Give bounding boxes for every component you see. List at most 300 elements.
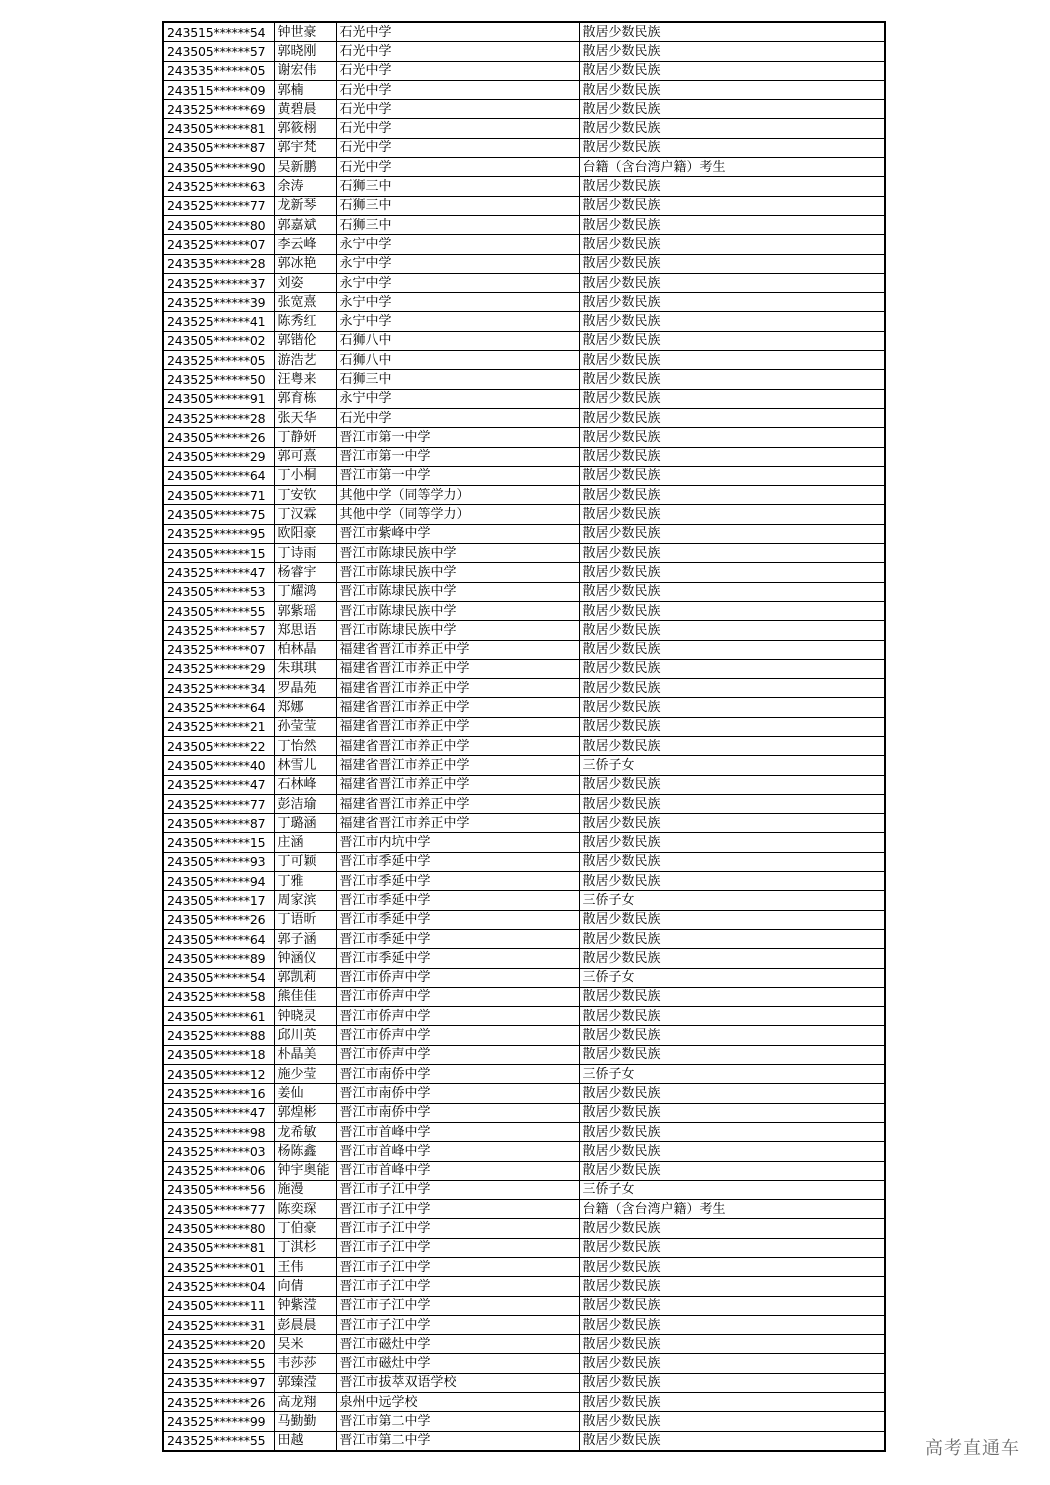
table-row <box>163 312 885 331</box>
category-cell: 散居少数民族 <box>579 370 885 389</box>
category-cell: 散居少数民族 <box>579 254 885 273</box>
name-cell: 汪粤来 <box>274 370 336 389</box>
name-cell: 郭紫瑶 <box>274 601 336 620</box>
exam-id-cell: 243525******88 <box>163 1026 274 1045</box>
exam-id-cell: 243505******91 <box>163 389 274 408</box>
name-cell: 谢宏伟 <box>274 61 336 80</box>
school-cell: 石光中学 <box>336 408 579 427</box>
exam-id-cell: 243525******58 <box>163 987 274 1006</box>
table-row <box>163 1354 885 1373</box>
exam-id-cell: 243525******03 <box>163 1142 274 1161</box>
school-cell: 福建省晋江市养正中学 <box>336 698 579 717</box>
school-cell: 石光中学 <box>336 80 579 99</box>
school-cell: 永宁中学 <box>336 389 579 408</box>
table-row <box>163 1045 885 1064</box>
exam-id-cell: 243525******98 <box>163 1122 274 1141</box>
name-cell: 邱川英 <box>274 1026 336 1045</box>
category-cell: 散居少数民族 <box>579 1219 885 1238</box>
table-row <box>163 1277 885 1296</box>
school-cell: 晋江市侨声中学 <box>336 987 579 1006</box>
school-cell: 石狮三中 <box>336 370 579 389</box>
category-cell: 散居少数民族 <box>579 1238 885 1257</box>
name-cell: 游浩艺 <box>274 351 336 370</box>
exam-id-cell: 243525******29 <box>163 659 274 678</box>
name-cell: 黄碧晨 <box>274 100 336 119</box>
table-row <box>163 1393 885 1412</box>
exam-id-cell: 243525******41 <box>163 312 274 331</box>
exam-id-cell: 243535******05 <box>163 61 274 80</box>
school-cell: 晋江市子江中学 <box>336 1238 579 1257</box>
name-cell: 郭煌彬 <box>274 1103 336 1122</box>
school-cell: 晋江市紫峰中学 <box>336 524 579 543</box>
name-cell: 丁淇杉 <box>274 1238 336 1257</box>
table-row <box>163 1373 885 1392</box>
school-cell: 晋江市子江中学 <box>336 1258 579 1277</box>
table-row <box>163 679 885 698</box>
category-cell: 散居少数民族 <box>579 1007 885 1026</box>
category-cell: 散居少数民族 <box>579 987 885 1006</box>
exam-id-cell: 243505******26 <box>163 428 274 447</box>
exam-id-cell: 243505******26 <box>163 910 274 929</box>
exam-id-cell: 243525******47 <box>163 563 274 582</box>
table-row <box>163 1219 885 1238</box>
table-row <box>163 987 885 1006</box>
exam-id-cell: 243505******64 <box>163 929 274 948</box>
category-cell: 散居少数民族 <box>579 428 885 447</box>
exam-id-cell: 243505******87 <box>163 814 274 833</box>
exam-id-cell: 243515******54 <box>163 22 274 42</box>
table-row <box>163 61 885 80</box>
table-row <box>163 235 885 254</box>
school-cell: 晋江市侨声中学 <box>336 1026 579 1045</box>
table-row <box>163 872 885 891</box>
table-row <box>163 1335 885 1354</box>
category-cell: 散居少数民族 <box>579 1161 885 1180</box>
category-cell: 三侨子女 <box>579 1065 885 1084</box>
table-row <box>163 119 885 138</box>
school-cell: 晋江市第二中学 <box>336 1412 579 1431</box>
table-row <box>163 640 885 659</box>
name-cell: 丁耀鸿 <box>274 582 336 601</box>
category-cell: 散居少数民族 <box>579 312 885 331</box>
school-cell: 晋江市季延中学 <box>336 852 579 871</box>
name-cell: 向倩 <box>274 1277 336 1296</box>
table-row <box>163 717 885 736</box>
table-row <box>163 486 885 505</box>
school-cell: 永宁中学 <box>336 273 579 292</box>
exam-id-cell: 243505******53 <box>163 582 274 601</box>
school-cell: 晋江市子江中学 <box>336 1180 579 1199</box>
table-row <box>163 1065 885 1084</box>
school-cell: 石光中学 <box>336 42 579 61</box>
category-cell: 三侨子女 <box>579 891 885 910</box>
exam-id-cell: 243525******16 <box>163 1084 274 1103</box>
table-row <box>163 698 885 717</box>
school-cell: 石狮三中 <box>336 177 579 196</box>
name-cell: 吴米 <box>274 1335 336 1354</box>
name-cell: 施少莹 <box>274 1065 336 1084</box>
category-cell: 散居少数民族 <box>579 736 885 755</box>
table-row <box>163 621 885 640</box>
exam-id-cell: 243505******93 <box>163 852 274 871</box>
name-cell: 朴晶美 <box>274 1045 336 1064</box>
table-row <box>163 505 885 524</box>
table-row <box>163 1026 885 1045</box>
table-row <box>163 1161 885 1180</box>
table-row <box>163 563 885 582</box>
name-cell: 钟宇奥能 <box>274 1161 336 1180</box>
name-cell: 吴新鹏 <box>274 158 336 177</box>
name-cell: 龙新琴 <box>274 196 336 215</box>
name-cell: 高龙翔 <box>274 1393 336 1412</box>
category-cell: 散居少数民族 <box>579 1393 885 1412</box>
name-cell: 张宽熹 <box>274 293 336 312</box>
name-cell: 杨陈鑫 <box>274 1142 336 1161</box>
exam-id-cell: 243505******54 <box>163 968 274 987</box>
table-row <box>163 1412 885 1431</box>
category-cell: 散居少数民族 <box>579 331 885 350</box>
table-row <box>163 929 885 948</box>
name-cell: 杨睿宇 <box>274 563 336 582</box>
school-cell: 晋江市季延中学 <box>336 949 579 968</box>
school-cell: 晋江市第一中学 <box>336 447 579 466</box>
exam-id-cell: 243505******61 <box>163 1007 274 1026</box>
exam-id-cell: 243525******69 <box>163 100 274 119</box>
name-cell: 林雪儿 <box>274 756 336 775</box>
category-cell: 散居少数民族 <box>579 196 885 215</box>
category-cell: 三侨子女 <box>579 756 885 775</box>
category-cell: 散居少数民族 <box>579 486 885 505</box>
category-cell: 散居少数民族 <box>579 1412 885 1431</box>
school-cell: 晋江市南侨中学 <box>336 1065 579 1084</box>
category-cell: 散居少数民族 <box>579 1026 885 1045</box>
exam-id-cell: 243525******26 <box>163 1393 274 1412</box>
category-cell: 散居少数民族 <box>579 544 885 563</box>
category-cell: 三侨子女 <box>579 968 885 987</box>
school-cell: 福建省晋江市养正中学 <box>336 717 579 736</box>
exam-id-cell: 243505******75 <box>163 505 274 524</box>
exam-id-cell: 243505******15 <box>163 833 274 852</box>
table-row <box>163 601 885 620</box>
name-cell: 丁安钦 <box>274 486 336 505</box>
category-cell: 散居少数民族 <box>579 852 885 871</box>
exam-id-cell: 243525******04 <box>163 1277 274 1296</box>
school-cell: 晋江市第一中学 <box>336 466 579 485</box>
school-cell: 石狮八中 <box>336 331 579 350</box>
exam-id-cell: 243525******77 <box>163 794 274 813</box>
exam-id-cell: 243505******57 <box>163 42 274 61</box>
category-cell: 散居少数民族 <box>579 1373 885 1392</box>
school-cell: 晋江市侨声中学 <box>336 1045 579 1064</box>
school-cell: 永宁中学 <box>336 312 579 331</box>
school-cell: 晋江市第二中学 <box>336 1431 579 1451</box>
table-row <box>163 949 885 968</box>
school-cell: 晋江市首峰中学 <box>336 1142 579 1161</box>
exam-id-cell: 243505******81 <box>163 1238 274 1257</box>
exam-id-cell: 243525******37 <box>163 273 274 292</box>
school-cell: 永宁中学 <box>336 235 579 254</box>
exam-id-cell: 243525******57 <box>163 621 274 640</box>
category-cell: 散居少数民族 <box>579 814 885 833</box>
category-cell: 台籍（含台湾户籍）考生 <box>579 1200 885 1219</box>
name-cell: 郭楠 <box>274 80 336 99</box>
school-cell: 晋江市子江中学 <box>336 1296 579 1315</box>
watermark: 高考直通车 <box>925 1438 1020 1459</box>
category-cell: 散居少数民族 <box>579 1045 885 1064</box>
table-row <box>163 1084 885 1103</box>
category-cell: 散居少数民族 <box>579 138 885 157</box>
name-cell: 陈奕琛 <box>274 1200 336 1219</box>
table-row <box>163 273 885 292</box>
table-row <box>163 582 885 601</box>
exam-id-cell: 243525******07 <box>163 235 274 254</box>
school-cell: 福建省晋江市养正中学 <box>336 659 579 678</box>
category-cell: 散居少数民族 <box>579 42 885 61</box>
table-row <box>163 466 885 485</box>
exam-id-cell: 243505******80 <box>163 215 274 234</box>
name-cell: 周家滨 <box>274 891 336 910</box>
exam-id-cell: 243505******40 <box>163 756 274 775</box>
table-row <box>163 428 885 447</box>
name-cell: 丁伯豪 <box>274 1219 336 1238</box>
school-cell: 晋江市季延中学 <box>336 872 579 891</box>
name-cell: 郭臻滢 <box>274 1373 336 1392</box>
category-cell: 散居少数民族 <box>579 524 885 543</box>
school-cell: 晋江市子江中学 <box>336 1219 579 1238</box>
school-cell: 晋江市拔萃双语学校 <box>336 1373 579 1392</box>
school-cell: 福建省晋江市养正中学 <box>336 679 579 698</box>
category-cell: 散居少数民族 <box>579 177 885 196</box>
table-row <box>163 756 885 775</box>
category-cell: 散居少数民族 <box>579 563 885 582</box>
table-row <box>163 1142 885 1161</box>
exam-id-cell: 243525******06 <box>163 1161 274 1180</box>
student-list-table <box>162 21 886 1452</box>
school-cell: 其他中学（同等学力） <box>336 505 579 524</box>
table-row <box>163 177 885 196</box>
table-row <box>163 891 885 910</box>
name-cell: 龙希敏 <box>274 1122 336 1141</box>
category-cell: 散居少数民族 <box>579 351 885 370</box>
name-cell: 丁小桐 <box>274 466 336 485</box>
school-cell: 泉州中远学校 <box>336 1393 579 1412</box>
exam-id-cell: 243505******56 <box>163 1180 274 1199</box>
school-cell: 石光中学 <box>336 158 579 177</box>
exam-id-cell: 243525******55 <box>163 1354 274 1373</box>
table-row <box>163 736 885 755</box>
exam-id-cell: 243505******47 <box>163 1103 274 1122</box>
exam-id-cell: 243525******55 <box>163 1431 274 1451</box>
category-cell: 散居少数民族 <box>579 466 885 485</box>
name-cell: 郭嘉斌 <box>274 215 336 234</box>
exam-id-cell: 243505******87 <box>163 138 274 157</box>
school-cell: 晋江市首峰中学 <box>336 1122 579 1141</box>
exam-id-cell: 243505******80 <box>163 1219 274 1238</box>
name-cell: 柏林晶 <box>274 640 336 659</box>
exam-id-cell: 243525******63 <box>163 177 274 196</box>
category-cell: 散居少数民族 <box>579 119 885 138</box>
category-cell: 散居少数民族 <box>579 215 885 234</box>
name-cell: 陈秀红 <box>274 312 336 331</box>
name-cell: 李云峰 <box>274 235 336 254</box>
school-cell: 晋江市子江中学 <box>336 1315 579 1334</box>
exam-id-cell: 243505******12 <box>163 1065 274 1084</box>
name-cell: 郭筱栩 <box>274 119 336 138</box>
exam-id-cell: 243525******64 <box>163 698 274 717</box>
category-cell: 散居少数民族 <box>579 1122 885 1141</box>
school-cell: 晋江市陈埭民族中学 <box>336 582 579 601</box>
table-row <box>163 254 885 273</box>
category-cell: 散居少数民族 <box>579 621 885 640</box>
name-cell: 丁雅 <box>274 872 336 891</box>
name-cell: 罗晶苑 <box>274 679 336 698</box>
name-cell: 王伟 <box>274 1258 336 1277</box>
exam-id-cell: 243525******77 <box>163 196 274 215</box>
table-row <box>163 408 885 427</box>
name-cell: 彭晨晨 <box>274 1315 336 1334</box>
table-row <box>163 42 885 61</box>
school-cell: 永宁中学 <box>336 293 579 312</box>
category-cell: 散居少数民族 <box>579 582 885 601</box>
table-row <box>163 22 885 42</box>
school-cell: 晋江市侨声中学 <box>336 1007 579 1026</box>
exam-id-cell: 243505******02 <box>163 331 274 350</box>
school-cell: 福建省晋江市养正中学 <box>336 794 579 813</box>
category-cell: 散居少数民族 <box>579 640 885 659</box>
category-cell: 散居少数民族 <box>579 775 885 794</box>
table-row <box>163 293 885 312</box>
school-cell: 石光中学 <box>336 100 579 119</box>
name-cell: 余涛 <box>274 177 336 196</box>
school-cell: 晋江市陈埭民族中学 <box>336 563 579 582</box>
school-cell: 福建省晋江市养正中学 <box>336 775 579 794</box>
category-cell: 散居少数民族 <box>579 1315 885 1334</box>
exam-id-cell: 243535******28 <box>163 254 274 273</box>
exam-id-cell: 243525******01 <box>163 1258 274 1277</box>
category-cell: 散居少数民族 <box>579 505 885 524</box>
exam-id-cell: 243525******39 <box>163 293 274 312</box>
table-row <box>163 659 885 678</box>
name-cell: 丁语昕 <box>274 910 336 929</box>
category-cell: 散居少数民族 <box>579 389 885 408</box>
category-cell: 散居少数民族 <box>579 794 885 813</box>
category-cell: 散居少数民族 <box>579 235 885 254</box>
school-cell: 晋江市磁灶中学 <box>336 1335 579 1354</box>
school-cell: 晋江市子江中学 <box>336 1277 579 1296</box>
school-cell: 福建省晋江市养正中学 <box>336 640 579 659</box>
exam-id-cell: 243505******22 <box>163 736 274 755</box>
name-cell: 郭凯莉 <box>274 968 336 987</box>
category-cell: 散居少数民族 <box>579 1084 885 1103</box>
category-cell: 散居少数民族 <box>579 1142 885 1161</box>
school-cell: 晋江市陈埭民族中学 <box>336 601 579 620</box>
school-cell: 晋江市南侨中学 <box>336 1084 579 1103</box>
exam-id-cell: 243505******81 <box>163 119 274 138</box>
name-cell: 刘姿 <box>274 273 336 292</box>
table-row <box>163 968 885 987</box>
category-cell: 散居少数民族 <box>579 1277 885 1296</box>
exam-id-cell: 243505******64 <box>163 466 274 485</box>
category-cell: 台籍（含台湾户籍）考生 <box>579 158 885 177</box>
exam-id-cell: 243525******28 <box>163 408 274 427</box>
exam-id-cell: 243505******94 <box>163 872 274 891</box>
name-cell: 丁可颖 <box>274 852 336 871</box>
table-row <box>163 351 885 370</box>
table-row <box>163 138 885 157</box>
school-cell: 石狮三中 <box>336 215 579 234</box>
exam-id-cell: 243525******47 <box>163 775 274 794</box>
name-cell: 彭洁瑜 <box>274 794 336 813</box>
exam-id-cell: 243505******11 <box>163 1296 274 1315</box>
name-cell: 钟紫滢 <box>274 1296 336 1315</box>
school-cell: 福建省晋江市养正中学 <box>336 814 579 833</box>
name-cell: 熊佳佳 <box>274 987 336 1006</box>
category-cell: 散居少数民族 <box>579 1296 885 1315</box>
name-cell: 郭育栋 <box>274 389 336 408</box>
name-cell: 石林峰 <box>274 775 336 794</box>
table-row <box>163 158 885 177</box>
school-cell: 晋江市子江中学 <box>336 1200 579 1219</box>
name-cell: 朱琪琪 <box>274 659 336 678</box>
category-cell: 散居少数民族 <box>579 659 885 678</box>
category-cell: 散居少数民族 <box>579 22 885 42</box>
name-cell: 欧阳豪 <box>274 524 336 543</box>
table-row <box>163 833 885 852</box>
category-cell: 散居少数民族 <box>579 872 885 891</box>
name-cell: 丁诗雨 <box>274 544 336 563</box>
table-row <box>163 80 885 99</box>
name-cell: 郑娜 <box>274 698 336 717</box>
name-cell: 钟晓灵 <box>274 1007 336 1026</box>
school-cell: 晋江市陈埭民族中学 <box>336 544 579 563</box>
table-row <box>163 100 885 119</box>
exam-id-cell: 243525******20 <box>163 1335 274 1354</box>
category-cell: 散居少数民族 <box>579 408 885 427</box>
table-row <box>163 389 885 408</box>
table-row <box>163 1296 885 1315</box>
name-cell: 钟世豪 <box>274 22 336 42</box>
category-cell: 散居少数民族 <box>579 1258 885 1277</box>
name-cell: 郭子涵 <box>274 929 336 948</box>
exam-id-cell: 243505******29 <box>163 447 274 466</box>
name-cell: 丁璐涵 <box>274 814 336 833</box>
table-row <box>163 1200 885 1219</box>
exam-id-cell: 243505******77 <box>163 1200 274 1219</box>
category-cell: 散居少数民族 <box>579 1103 885 1122</box>
name-cell: 郭冰艳 <box>274 254 336 273</box>
exam-id-cell: 243505******17 <box>163 891 274 910</box>
exam-id-cell: 243515******09 <box>163 80 274 99</box>
category-cell: 散居少数民族 <box>579 1335 885 1354</box>
exam-id-cell: 243525******34 <box>163 679 274 698</box>
table-row <box>163 370 885 389</box>
school-cell: 晋江市内坑中学 <box>336 833 579 852</box>
table-row <box>163 196 885 215</box>
category-cell: 散居少数民族 <box>579 833 885 852</box>
school-cell: 晋江市磁灶中学 <box>336 1354 579 1373</box>
category-cell: 散居少数民族 <box>579 679 885 698</box>
table-row <box>163 1007 885 1026</box>
category-cell: 散居少数民族 <box>579 293 885 312</box>
name-cell: 郭可熹 <box>274 447 336 466</box>
table-row <box>163 1122 885 1141</box>
name-cell: 庄涵 <box>274 833 336 852</box>
exam-id-cell: 243505******18 <box>163 1045 274 1064</box>
name-cell: 田越 <box>274 1431 336 1451</box>
school-cell: 晋江市陈埭民族中学 <box>336 621 579 640</box>
school-cell: 福建省晋江市养正中学 <box>336 756 579 775</box>
school-cell: 晋江市南侨中学 <box>336 1103 579 1122</box>
